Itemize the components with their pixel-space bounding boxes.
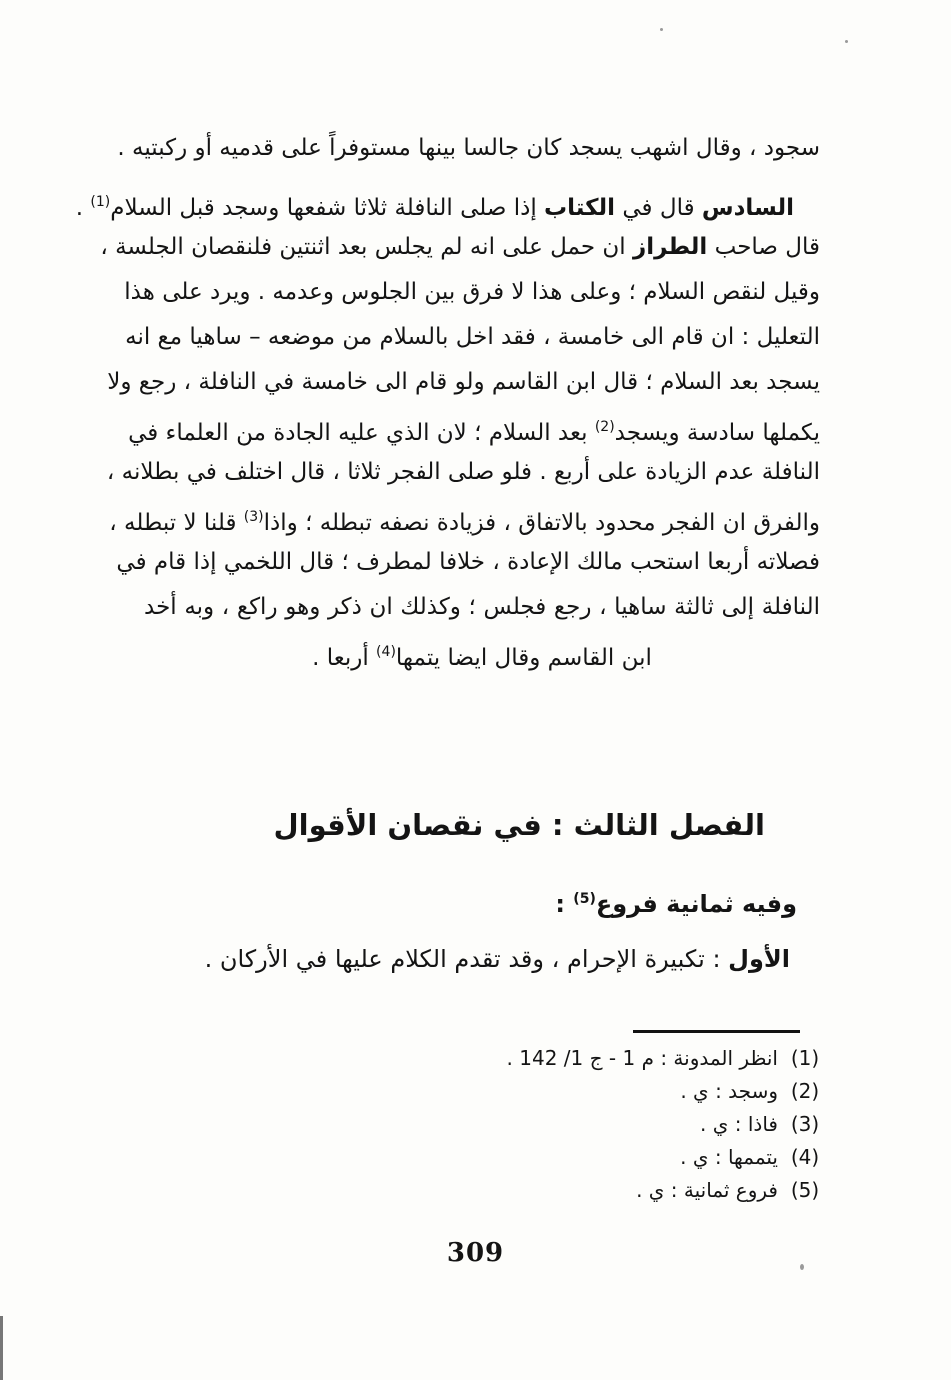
body-line — [124, 270, 820, 315]
body-line — [109, 495, 820, 540]
footnote-text: فروع ثمانية : ي . — [636, 1178, 778, 1202]
footnote-marker: (4) — [376, 644, 396, 660]
text-segment: : تكبيرة الإحرام ، وقد تقدم الكلام عليها في الأركان . — [204, 945, 729, 973]
text-segment: أربعا . — [312, 645, 377, 671]
footnote-marker: (3) — [243, 509, 264, 525]
text-segment: يسجد بعد السلام ؛ قال ابن القاسم ولو قام الى خامسة في النافلة ، رجع ولا — [107, 369, 820, 395]
scan-edge-artifact — [0, 1316, 3, 1380]
footnote-item — [507, 1178, 820, 1211]
footnote-text: يتممها : ي . — [680, 1145, 778, 1169]
body-line — [107, 360, 820, 405]
page-number: 309 — [446, 1238, 505, 1268]
text-segment: السادس — [701, 195, 794, 221]
footnote-number: (5) — [790, 1178, 820, 1202]
body-line — [100, 225, 820, 270]
body-line — [117, 126, 820, 171]
footnote-item — [507, 1046, 820, 1079]
body-line — [116, 540, 820, 585]
text-segment: يكملها سادسة ويسجد — [614, 420, 820, 446]
text-segment: قلنا لا تبطله ، — [109, 510, 244, 536]
scan-speck — [845, 40, 848, 43]
text-segment: ان حمل على انه لم يجلس بعد اثنتين فلنقصان الجلسة ، — [100, 234, 633, 260]
footnote-number: (2) — [790, 1079, 820, 1103]
scan-speck — [660, 28, 663, 31]
scan-speck — [800, 1264, 804, 1270]
text-segment: بعد السلام ؛ لان الذي عليه الجادة من العلماء في — [128, 420, 595, 446]
body-line — [144, 585, 820, 630]
footnote-marker: (2) — [594, 419, 615, 435]
text-segment: التعليل : ان قام الى خامسة ، فقد اخل بالسلام من موضعه – ساهيا مع انه — [125, 324, 820, 350]
body-line — [128, 405, 820, 450]
branches-intro-line — [555, 890, 797, 918]
footnote-number: (4) — [790, 1145, 820, 1169]
text-segment: الكتاب — [544, 195, 616, 221]
text-segment: الأول — [728, 945, 790, 973]
footnotes-section — [507, 1046, 820, 1211]
footnote-text: انظر المدونة : م 1 - ج 1/ 142 . — [506, 1046, 778, 1070]
text-segment: والفرق ان الفجر محدود بالاتفاق ، فزيادة نصفه تبطله ؛ واذا — [263, 510, 820, 536]
chapter-heading: الفصل الثالث : في نقصان الأقوال — [273, 808, 765, 842]
text-segment: . — [75, 195, 91, 221]
text-segment: النافلة عدم الزيادة على أربع . فلو صلى الفجر ثلاثا ، قال اختلف في بطلانه ، — [106, 459, 820, 485]
text-segment: قال في — [615, 195, 702, 221]
first-branch-line — [205, 945, 790, 973]
body-line — [106, 450, 820, 495]
footnote-separator-rule — [633, 1030, 800, 1033]
footnote-item — [507, 1079, 820, 1112]
footnote-text: وسجد : ي . — [680, 1079, 778, 1103]
footnote-item — [507, 1112, 820, 1145]
body-line — [75, 180, 820, 225]
text-segment: إذا صلى النافلة ثلاثا شفعها وسجد قبل السلام — [110, 195, 545, 221]
text-segment: ابن القاسم وقال ايضا يتمها — [395, 645, 652, 671]
text-segment: النافلة إلى ثالثة ساهيا ، رجع فجلس ؛ وكذلك ان ذكر وهو راكع ، وبه أخد — [144, 594, 820, 620]
footnote-number: (1) — [790, 1046, 820, 1070]
body-line — [144, 630, 820, 675]
text-segment: قال صاحب — [707, 234, 820, 260]
footnote-text: فاذا : ي . — [700, 1112, 778, 1136]
footnote-item — [507, 1145, 820, 1178]
body-line — [125, 315, 820, 360]
footnote-marker: (5) — [573, 891, 596, 907]
footnote-marker: (1) — [90, 194, 111, 210]
text-segment: فصلاته أربعا استحب مالك الإعادة ، خلافا لمطرف ؛ قال اللخمي إذا قام في — [116, 549, 820, 575]
text-segment: الطراز — [632, 234, 708, 260]
text-segment: سجود ، وقال اشهب يسجد كان جالسا بينها مستوفراً على قدميه أو ركبتيه . — [117, 135, 820, 161]
text-segment: وفيه ثمانية فروع — [595, 890, 797, 918]
text-segment: وقيل لنقص السلام ؛ وعلى هذا لا فرق بين الجلوس وعدمه . ويرد على هذا — [124, 279, 820, 305]
body-paragraphs — [75, 126, 820, 675]
text-segment: : — [555, 890, 574, 918]
footnote-number: (3) — [790, 1112, 820, 1136]
